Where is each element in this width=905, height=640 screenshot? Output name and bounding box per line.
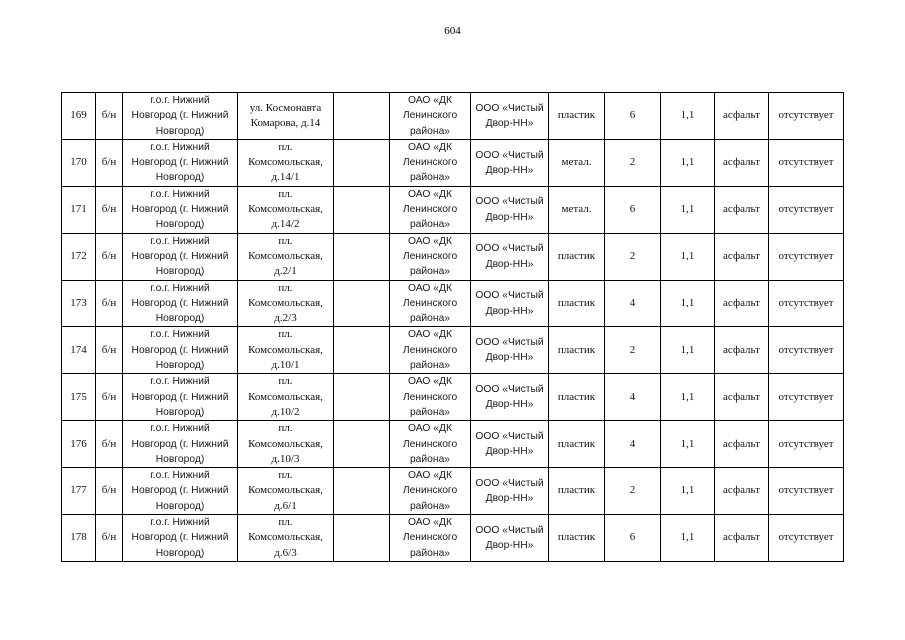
address-cell: пл. Комсомольская, д.10/2 [238, 374, 334, 421]
municipality-cell: г.о.г. Нижний Новгород (г. Нижний Новгород) [123, 93, 238, 140]
row-number-cell: 172 [62, 233, 96, 280]
municipality-cell: г.о.г. Нижний Новгород (г. Нижний Новгород) [123, 421, 238, 468]
surface-cell: асфальт [715, 233, 769, 280]
container-count-cell: 2 [605, 327, 661, 374]
document-cell: б/н [96, 374, 123, 421]
surface-cell: асфальт [715, 515, 769, 562]
municipality-cell: г.о.г. Нижний Новгород (г. Нижний Новгород) [123, 327, 238, 374]
surface-cell: асфальт [715, 374, 769, 421]
empty-cell [334, 421, 390, 468]
operator-cell: ООО «Чистый Двор-НН» [471, 139, 549, 186]
owner-cell: ОАО «ДК Ленинского района» [390, 421, 471, 468]
table-row [62, 421, 844, 468]
empty-cell [334, 233, 390, 280]
document-cell: б/н [96, 93, 123, 140]
document-cell: б/н [96, 468, 123, 515]
owner-cell: ОАО «ДК Ленинского района» [390, 139, 471, 186]
operator-cell: ООО «Чистый Двор-НН» [471, 468, 549, 515]
operator-cell: ООО «Чистый Двор-НН» [471, 515, 549, 562]
municipality-cell: г.о.г. Нижний Новгород (г. Нижний Новгород) [123, 374, 238, 421]
volume-cell: 1,1 [661, 186, 715, 233]
empty-cell [334, 93, 390, 140]
document-cell: б/н [96, 233, 123, 280]
address-cell: пл. Комсомольская, д.14/2 [238, 186, 334, 233]
empty-cell [334, 186, 390, 233]
container-count-cell: 2 [605, 139, 661, 186]
address-cell: ул. Космонавта Комарова, д.14 [238, 93, 334, 140]
fence-cell: отсутствует [769, 93, 844, 140]
material-cell: пластик [549, 327, 605, 374]
surface-cell: асфальт [715, 186, 769, 233]
material-cell: пластик [549, 280, 605, 327]
fence-cell: отсутствует [769, 327, 844, 374]
operator-cell: ООО «Чистый Двор-НН» [471, 421, 549, 468]
empty-cell [334, 515, 390, 562]
container-count-cell: 6 [605, 93, 661, 140]
fence-cell: отсутствует [769, 468, 844, 515]
container-count-cell: 4 [605, 280, 661, 327]
row-number-cell: 178 [62, 515, 96, 562]
operator-cell: ООО «Чистый Двор-НН» [471, 327, 549, 374]
volume-cell: 1,1 [661, 327, 715, 374]
empty-cell [334, 468, 390, 515]
municipality-cell: г.о.г. Нижний Новгород (г. Нижний Новгород) [123, 280, 238, 327]
municipality-cell: г.о.г. Нижний Новгород (г. Нижний Новгород) [123, 233, 238, 280]
table-row [62, 139, 844, 186]
fence-cell: отсутствует [769, 280, 844, 327]
municipality-cell: г.о.г. Нижний Новгород (г. Нижний Новгород) [123, 468, 238, 515]
row-number-cell: 176 [62, 421, 96, 468]
fence-cell: отсутствует [769, 421, 844, 468]
owner-cell: ОАО «ДК Ленинского района» [390, 327, 471, 374]
volume-cell: 1,1 [661, 139, 715, 186]
row-number-cell: 175 [62, 374, 96, 421]
material-cell: пластик [549, 421, 605, 468]
fence-cell: отсутствует [769, 186, 844, 233]
document-cell: б/н [96, 327, 123, 374]
fence-cell: отсутствует [769, 515, 844, 562]
table-row [62, 280, 844, 327]
row-number-cell: 170 [62, 139, 96, 186]
operator-cell: ООО «Чистый Двор-НН» [471, 93, 549, 140]
table-row [62, 186, 844, 233]
address-cell: пл. Комсомольская, д.2/3 [238, 280, 334, 327]
surface-cell: асфальт [715, 280, 769, 327]
owner-cell: ОАО «ДК Ленинского района» [390, 374, 471, 421]
row-number-cell: 169 [62, 93, 96, 140]
surface-cell: асфальт [715, 139, 769, 186]
surface-cell: асфальт [715, 421, 769, 468]
fence-cell: отсутствует [769, 374, 844, 421]
empty-cell [334, 280, 390, 327]
document-cell: б/н [96, 421, 123, 468]
address-cell: пл. Комсомольская, д.6/1 [238, 468, 334, 515]
volume-cell: 1,1 [661, 468, 715, 515]
volume-cell: 1,1 [661, 515, 715, 562]
row-number-cell: 177 [62, 468, 96, 515]
container-sites-table [61, 92, 844, 562]
empty-cell [334, 374, 390, 421]
fence-cell: отсутствует [769, 139, 844, 186]
table-row [62, 468, 844, 515]
address-cell: пл. Комсомольская, д.14/1 [238, 139, 334, 186]
container-count-cell: 6 [605, 515, 661, 562]
table-row [62, 374, 844, 421]
document-cell: б/н [96, 280, 123, 327]
material-cell: пластик [549, 233, 605, 280]
municipality-cell: г.о.г. Нижний Новгород (г. Нижний Новгород) [123, 186, 238, 233]
material-cell: пластик [549, 93, 605, 140]
surface-cell: асфальт [715, 93, 769, 140]
document-cell: б/н [96, 515, 123, 562]
table-row [62, 93, 844, 140]
table-row [62, 233, 844, 280]
container-count-cell: 6 [605, 186, 661, 233]
volume-cell: 1,1 [661, 421, 715, 468]
document-cell: б/н [96, 186, 123, 233]
row-number-cell: 171 [62, 186, 96, 233]
page-number: 604 [444, 25, 461, 37]
owner-cell: ОАО «ДК Ленинского района» [390, 186, 471, 233]
material-cell: метал. [549, 186, 605, 233]
operator-cell: ООО «Чистый Двор-НН» [471, 280, 549, 327]
material-cell: пластик [549, 468, 605, 515]
operator-cell: ООО «Чистый Двор-НН» [471, 233, 549, 280]
table-body [62, 93, 844, 562]
volume-cell: 1,1 [661, 280, 715, 327]
material-cell: пластик [549, 515, 605, 562]
container-count-cell: 4 [605, 374, 661, 421]
operator-cell: ООО «Чистый Двор-НН» [471, 186, 549, 233]
surface-cell: асфальт [715, 327, 769, 374]
address-cell: пл. Комсомольская, д.10/1 [238, 327, 334, 374]
volume-cell: 1,1 [661, 233, 715, 280]
row-number-cell: 173 [62, 280, 96, 327]
address-cell: пл. Комсомольская, д.2/1 [238, 233, 334, 280]
container-count-cell: 4 [605, 421, 661, 468]
empty-cell [334, 139, 390, 186]
container-count-cell: 2 [605, 468, 661, 515]
volume-cell: 1,1 [661, 374, 715, 421]
owner-cell: ОАО «ДК Ленинского района» [390, 93, 471, 140]
container-count-cell: 2 [605, 233, 661, 280]
operator-cell: ООО «Чистый Двор-НН» [471, 374, 549, 421]
table-row [62, 515, 844, 562]
volume-cell: 1,1 [661, 93, 715, 140]
owner-cell: ОАО «ДК Ленинского района» [390, 468, 471, 515]
table-row [62, 327, 844, 374]
fence-cell: отсутствует [769, 233, 844, 280]
material-cell: пластик [549, 374, 605, 421]
municipality-cell: г.о.г. Нижний Новгород (г. Нижний Новгород) [123, 515, 238, 562]
address-cell: пл. Комсомольская, д.6/3 [238, 515, 334, 562]
owner-cell: ОАО «ДК Ленинского района» [390, 280, 471, 327]
row-number-cell: 174 [62, 327, 96, 374]
address-cell: пл. Комсомольская, д.10/3 [238, 421, 334, 468]
owner-cell: ОАО «ДК Ленинского района» [390, 515, 471, 562]
municipality-cell: г.о.г. Нижний Новгород (г. Нижний Новгород) [123, 139, 238, 186]
document-cell: б/н [96, 139, 123, 186]
surface-cell: асфальт [715, 468, 769, 515]
material-cell: метал. [549, 139, 605, 186]
empty-cell [334, 327, 390, 374]
owner-cell: ОАО «ДК Ленинского района» [390, 233, 471, 280]
